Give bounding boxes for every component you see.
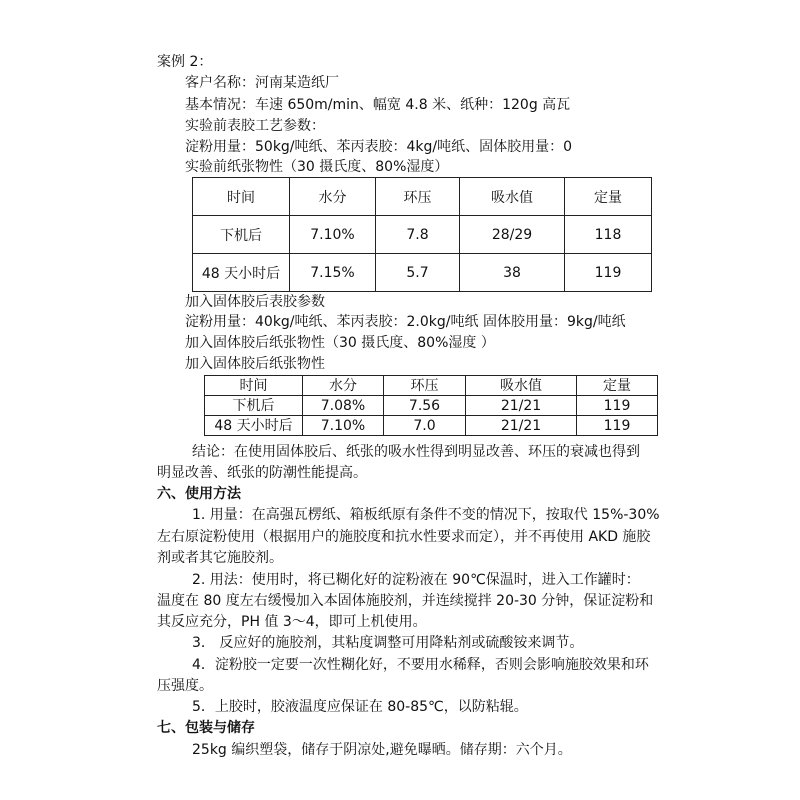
header-cell: 水分: [290, 178, 376, 216]
case-heading: 案例 2：: [157, 54, 213, 70]
table-cell: 7.15%: [290, 254, 376, 292]
table-cell: 7.8: [376, 216, 460, 254]
after-props-title-2: 加入固体胶后纸张物性: [185, 356, 325, 372]
table-row: [193, 216, 652, 254]
conclusion-line-1: 结论：在使用固体胶后、纸张的吸水性得到明显改善、环压的衰减也得到: [192, 444, 640, 460]
table-cell: 48 天小时后: [193, 254, 290, 292]
table-cell: 119: [565, 254, 652, 292]
table-cell: 7.10%: [303, 416, 384, 436]
usage-item-2-line-1: 2. 用法：使用时，将已糊化好的淀粉液在 90℃保温时，进入工作罐时：: [192, 572, 640, 588]
header-cell: 吸水值: [466, 376, 577, 396]
basic-info: 基本情况：车速 650m/min、幅宽 4.8 米、纸种：120g 高瓦: [185, 97, 571, 113]
table-cell: 下机后: [205, 396, 303, 416]
after-properties-table: [204, 375, 658, 436]
conclusion-line-2: 明显改善、纸张的防潮性能提高。: [157, 465, 367, 481]
table-cell: 7.0: [384, 416, 466, 436]
usage-item-1-line-2: 左右原淀粉使用（根据用户的施胶度和抗水性要求而定），并不再使用 AKD 施胶: [157, 529, 651, 545]
after-params-title: 加入固体胶后表胶参数: [185, 294, 325, 310]
header-cell: 定量: [577, 376, 658, 396]
header-cell: 时间: [205, 376, 303, 396]
usage-item-2-line-3: 其反应充分，PH 值 3～4，即可上机使用。: [157, 614, 427, 630]
header-cell: 时间: [193, 178, 290, 216]
usage-item-1-line-1: 1. 用量：在高强瓦楞纸、箱板纸原有条件不变的情况下，按取代 15%-30%: [192, 507, 660, 523]
header-cell: 水分: [303, 376, 384, 396]
table-row: [193, 254, 652, 292]
usage-item-4-line-1: 4．淀粉胶一定要一次性糊化好，不要用水稀释，否则会影响施胶效果和环: [192, 657, 649, 673]
table-cell: 38: [460, 254, 565, 292]
table-header-row: [193, 178, 652, 216]
packaging-storage-text: 25kg 编织塑袋，储存于阴凉处,避免曝晒。储存期：六个月。: [192, 742, 572, 758]
usage-item-5: 5．上胶时，胶液温度应保证在 80-85℃，以防粘辊。: [192, 699, 528, 715]
table-cell: 119: [577, 396, 658, 416]
after-props-title-1: 加入固体胶后纸张物性（30 摄氏度、80%湿度 ）: [185, 335, 495, 351]
table-cell: 7.10%: [290, 216, 376, 254]
before-params: 淀粉用量：50kg/吨纸、苯丙表胶：4kg/吨纸、固体胶用量：0: [185, 139, 573, 155]
table-cell: 119: [577, 416, 658, 436]
table-cell: 48 天小时后: [205, 416, 303, 436]
header-cell: 吸水值: [460, 178, 565, 216]
table-row: [205, 396, 658, 416]
before-props-title: 实验前纸张物性（30 摄氏度、80%湿度）: [185, 159, 449, 175]
header-cell: 环压: [384, 376, 466, 396]
before-properties-table: [192, 177, 652, 292]
table-cell: 5.7: [376, 254, 460, 292]
before-params-title: 实验前表胶工艺参数：: [185, 118, 325, 134]
after-params: 淀粉用量：40kg/吨纸、苯丙表胶：2.0kg/吨纸 固体胶用量：9kg/吨纸: [185, 314, 626, 330]
customer-name: 客户名称：河南某造纸厂: [185, 75, 339, 91]
usage-item-2-line-2: 温度在 80 度左右缓慢加入本固体施胶剂，并连续搅拌 20-30 分钟，保证淀粉和: [157, 593, 654, 609]
usage-item-3: 3． 反应好的施胶剂，其粘度调整可用降粘剂或硫酸铵来调节。: [192, 635, 584, 651]
table-cell: 下机后: [193, 216, 290, 254]
section-6-title: 六、使用方法: [157, 486, 241, 502]
usage-item-4-line-2: 压强度。: [157, 678, 213, 694]
table-cell: 21/21: [466, 396, 577, 416]
table-header-row: [205, 376, 658, 396]
table-cell: 118: [565, 216, 652, 254]
table-row: [205, 416, 658, 436]
section-7-title: 七、包装与储存: [157, 720, 255, 736]
usage-item-1-line-3: 剂或者其它施胶剂。: [157, 550, 283, 566]
header-cell: 定量: [565, 178, 652, 216]
table-cell: 21/21: [466, 416, 577, 436]
table-cell: 7.56: [384, 396, 466, 416]
table-cell: 7.08%: [303, 396, 384, 416]
table-cell: 28/29: [460, 216, 565, 254]
header-cell: 环压: [376, 178, 460, 216]
